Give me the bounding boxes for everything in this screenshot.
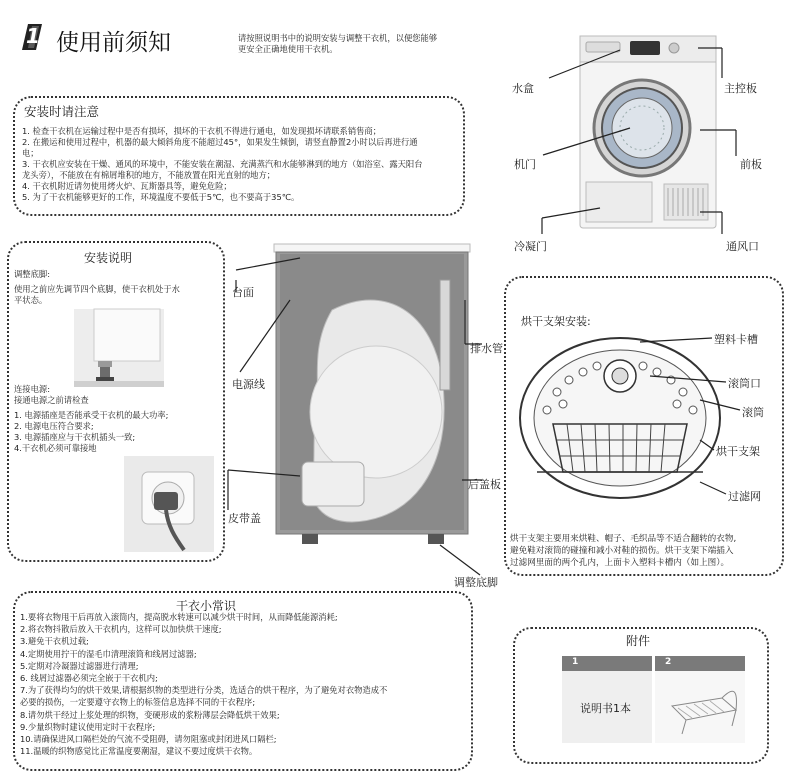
rack-note-line: 过滤网里面的两个孔内，上面卡入塑料卡槽内（如上图）。	[510, 558, 730, 568]
precaution-item: 4. 干衣机附近请勿使用烤火炉、瓦斯器具等，避免危险；	[22, 181, 232, 191]
tip-item: 9.少量织物时建议使用定时干衣程序;	[20, 721, 156, 732]
section-number: 1	[26, 24, 40, 48]
tip-item: 必要的损伤，一定要遵守衣物上的标签信息选择不同的干衣程序;	[20, 697, 256, 708]
intro-line-1: 请按照说明书中的说明安装与调整干衣机，以便您能够	[238, 33, 438, 43]
power-check-item: 4.干衣机必须可靠接地	[14, 443, 97, 453]
feet-heading: 调整底脚:	[14, 269, 50, 279]
precaution-item: 2. 在搬运和使用过程中，机器的最大倾斜角度不能超过45°，如果发生倾倒，请竖直静置2小时以后再进行通	[22, 137, 418, 147]
precaution-item: 龙头旁），不能放在有棉屑堆积的地方，不能放置在阳光直射的地方；	[22, 170, 276, 180]
accessory-rack-illustration	[662, 676, 742, 740]
tip-item: 7.为了获得均匀的烘干效果,请根据织物的类型进行分类，选适合的烘干程序，为了避免对衣物造成不	[20, 685, 388, 696]
label-top-panel: 台面	[232, 286, 254, 299]
accessories-header-1	[562, 656, 652, 671]
tip-item: 6. 线屑过滤器必须完全嵌于干衣机内;	[20, 673, 158, 684]
accessory-number-2: 2	[665, 657, 672, 667]
tip-item: 1.要将衣物甩干后再放入滚筒内，提高脱水转速可以减少烘干时间，从而降低能源消耗;	[20, 612, 338, 622]
power-check-item: 3. 电源插座应与干衣机插头一致;	[14, 432, 136, 442]
label-adjust-feet: 调整底脚	[454, 576, 498, 589]
label-belt-cover: 皮带盖	[228, 512, 261, 525]
tips-list	[20, 611, 387, 757]
tip-item: 11.温暖的织物感觉比正常温度要潮湿，建议不要过度烘干衣物。	[20, 746, 258, 757]
rack-note	[510, 533, 736, 569]
feet-text-2: 平状态。	[14, 295, 48, 305]
power-heading: 连接电源:	[14, 384, 50, 394]
label-plastic-slot: 塑料卡槽	[714, 333, 758, 346]
rack-note-line: 避免鞋对滚筒的碰撞和减小对鞋的损伤。烘干支架下端插入	[510, 546, 734, 556]
tip-item: 10.请确保进风口隔栏处的气流不受阻碍，请勿阻塞或封闭进风口隔栏;	[20, 734, 277, 745]
tip-item: 2.将衣物抖散后放入干衣机内，这样可以加快烘干速度;	[20, 624, 222, 635]
label-drum-mouth: 滚筒口	[728, 377, 761, 390]
label-power-cord: 电源线	[232, 378, 265, 391]
rack-title: 烘干支架安装:	[521, 315, 591, 328]
tip-item: 5.定期对冷凝器过滤器进行清理;	[20, 660, 139, 671]
accessories-header-2	[655, 656, 745, 671]
accessories-title: 附件	[626, 634, 651, 648]
install-title: 安装说明	[84, 251, 133, 265]
label-condenser-door: 冷凝门	[514, 240, 547, 253]
power-subheading: 接通电源之前请检查	[14, 395, 89, 405]
tip-item: 3.避免干衣机过载;	[20, 636, 89, 647]
precaution-item: 5. 为了干衣机能够更好的工作，环境温度不要低于5℃，也不要高于35℃。	[22, 192, 300, 202]
tips-title: 干衣小常识	[176, 599, 237, 613]
precaution-item: 电；	[22, 148, 39, 158]
power-check-item: 1. 电源插座是否能承受干衣机的最大功率;	[14, 410, 169, 420]
label-back-cover: 后盖板	[468, 478, 501, 491]
precaution-item: 1. 检查干衣机在运输过程中是否有损坏，损坏的干衣机不得进行通电，如发现损坏请联系销售商；	[22, 126, 382, 136]
precaution-item: 3. 干衣机应安装在干燥、通风的环境中，不能安装在潮湿、充满蒸汽和水能够淋到的地方（如浴室、露天阳台	[22, 159, 423, 169]
label-drain-pipe: 排水管	[470, 342, 503, 355]
label-front-panel: 前板	[740, 158, 762, 171]
label-rack: 烘干支架	[716, 445, 760, 458]
label-control-panel: 主控板	[724, 82, 757, 95]
tip-item: 8.请勿烘干经过上浆处理的织物，变硬形成的浆粉薄层会降低烘干效果;	[20, 709, 280, 720]
page-title: 使用前须知	[56, 30, 171, 56]
label-filter: 过滤网	[728, 490, 761, 503]
rack-note-line: 烘干支架主要用来烘鞋、帽子、毛织品等不适合翻转的衣物,	[510, 534, 737, 544]
intro-line-2: 更安全正确地使用干衣机。	[238, 44, 338, 54]
feet-text-1: 使用之前应先调节四个底脚，使干衣机处于水	[14, 284, 180, 294]
precautions-title: 安装时请注意	[24, 104, 100, 119]
accessory-manual-label: 说明书1本	[580, 702, 631, 715]
label-door: 机门	[514, 158, 536, 171]
power-check-item: 2. 电源电压符合要求;	[14, 421, 94, 431]
label-vent: 通风口	[726, 240, 759, 253]
accessory-number-1: 1	[572, 657, 579, 667]
label-drum: 滚筒	[742, 406, 764, 419]
label-water-box: 水盒	[512, 82, 534, 95]
tip-item: 4.定期使用拧干的湿毛巾清理滚筒和线屑过滤器;	[20, 648, 197, 659]
